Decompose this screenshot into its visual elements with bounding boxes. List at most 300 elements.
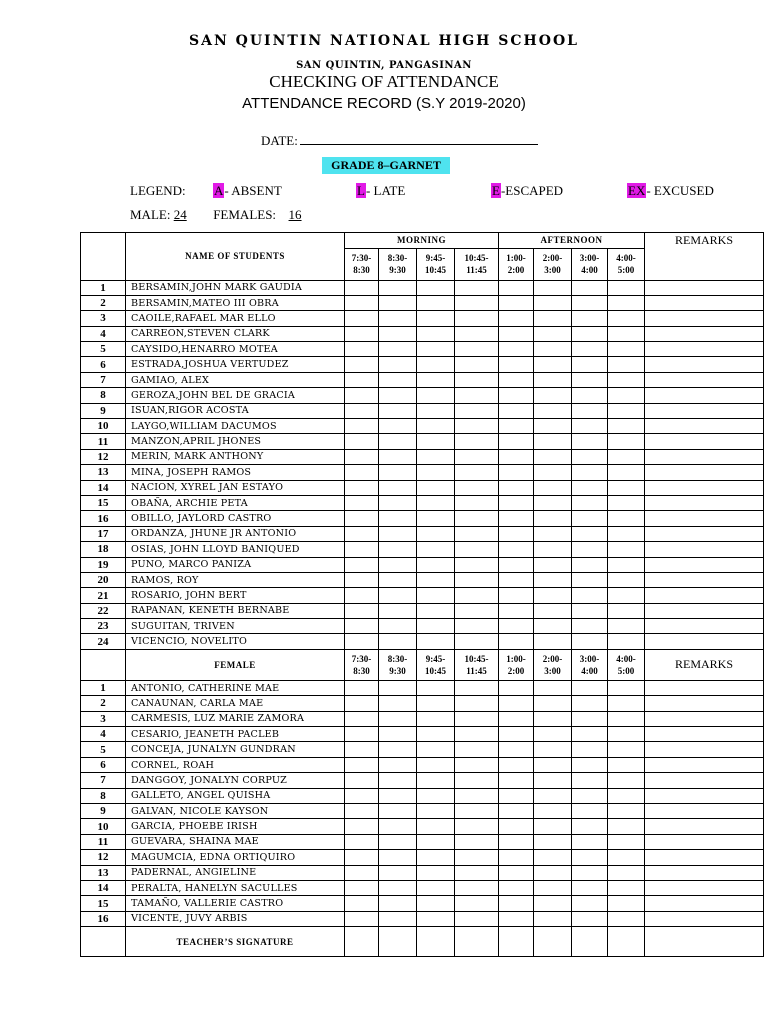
attendance-cell[interactable] [345, 434, 379, 449]
attendance-cell[interactable] [534, 311, 572, 326]
attendance-cell[interactable] [379, 865, 417, 880]
attendance-cell[interactable] [345, 311, 379, 326]
attendance-cell[interactable] [379, 742, 417, 757]
attendance-cell[interactable] [572, 511, 608, 526]
attendance-cell[interactable] [608, 788, 645, 803]
remarks-cell[interactable] [645, 372, 764, 387]
attendance-cell[interactable] [608, 419, 645, 434]
attendance-cell[interactable] [534, 449, 572, 464]
attendance-cell[interactable] [417, 311, 455, 326]
attendance-cell[interactable] [345, 696, 379, 711]
attendance-cell[interactable] [345, 449, 379, 464]
attendance-cell[interactable] [345, 834, 379, 849]
attendance-cell[interactable] [608, 880, 645, 895]
attendance-cell[interactable] [379, 896, 417, 911]
attendance-cell[interactable] [534, 727, 572, 742]
attendance-cell[interactable] [379, 603, 417, 618]
attendance-cell[interactable] [572, 742, 608, 757]
attendance-cell[interactable] [379, 326, 417, 341]
attendance-cell[interactable] [534, 850, 572, 865]
attendance-cell[interactable] [499, 372, 534, 387]
attendance-cell[interactable] [455, 419, 499, 434]
attendance-cell[interactable] [417, 372, 455, 387]
attendance-cell[interactable] [455, 495, 499, 510]
attendance-cell[interactable] [455, 480, 499, 495]
attendance-cell[interactable] [455, 727, 499, 742]
attendance-cell[interactable] [499, 295, 534, 310]
attendance-cell[interactable] [455, 804, 499, 819]
attendance-cell[interactable] [572, 588, 608, 603]
attendance-cell[interactable] [455, 834, 499, 849]
attendance-cell[interactable] [572, 295, 608, 310]
attendance-cell[interactable] [534, 542, 572, 557]
attendance-cell[interactable] [417, 603, 455, 618]
attendance-cell[interactable] [608, 526, 645, 541]
attendance-cell[interactable] [499, 896, 534, 911]
attendance-cell[interactable] [379, 542, 417, 557]
attendance-cell[interactable] [379, 634, 417, 649]
attendance-cell[interactable] [455, 634, 499, 649]
attendance-cell[interactable] [608, 495, 645, 510]
remarks-cell[interactable] [645, 542, 764, 557]
remarks-cell[interactable] [645, 773, 764, 788]
signature-cell[interactable] [645, 927, 764, 957]
attendance-cell[interactable] [534, 403, 572, 418]
attendance-cell[interactable] [379, 480, 417, 495]
attendance-cell[interactable] [534, 465, 572, 480]
attendance-cell[interactable] [345, 495, 379, 510]
attendance-cell[interactable] [534, 495, 572, 510]
attendance-cell[interactable] [455, 465, 499, 480]
attendance-cell[interactable] [455, 773, 499, 788]
remarks-cell[interactable] [645, 434, 764, 449]
attendance-cell[interactable] [499, 804, 534, 819]
attendance-cell[interactable] [417, 357, 455, 372]
attendance-cell[interactable] [572, 342, 608, 357]
remarks-cell[interactable] [645, 588, 764, 603]
attendance-cell[interactable] [499, 311, 534, 326]
attendance-cell[interactable] [379, 511, 417, 526]
attendance-cell[interactable] [345, 711, 379, 726]
attendance-cell[interactable] [455, 326, 499, 341]
remarks-cell[interactable] [645, 711, 764, 726]
attendance-cell[interactable] [345, 403, 379, 418]
attendance-cell[interactable] [417, 480, 455, 495]
attendance-cell[interactable] [534, 788, 572, 803]
attendance-cell[interactable] [499, 495, 534, 510]
attendance-cell[interactable] [417, 757, 455, 772]
attendance-cell[interactable] [608, 804, 645, 819]
attendance-cell[interactable] [572, 280, 608, 295]
attendance-cell[interactable] [534, 911, 572, 926]
attendance-cell[interactable] [572, 326, 608, 341]
attendance-cell[interactable] [499, 342, 534, 357]
attendance-cell[interactable] [608, 572, 645, 587]
attendance-cell[interactable] [417, 572, 455, 587]
attendance-cell[interactable] [608, 865, 645, 880]
attendance-cell[interactable] [572, 465, 608, 480]
remarks-cell[interactable] [645, 727, 764, 742]
attendance-cell[interactable] [499, 280, 534, 295]
attendance-cell[interactable] [534, 572, 572, 587]
attendance-cell[interactable] [417, 542, 455, 557]
attendance-cell[interactable] [345, 603, 379, 618]
attendance-cell[interactable] [417, 434, 455, 449]
attendance-cell[interactable] [417, 911, 455, 926]
attendance-cell[interactable] [417, 834, 455, 849]
attendance-cell[interactable] [608, 603, 645, 618]
attendance-cell[interactable] [345, 896, 379, 911]
attendance-cell[interactable] [608, 403, 645, 418]
attendance-cell[interactable] [608, 711, 645, 726]
attendance-cell[interactable] [572, 850, 608, 865]
attendance-cell[interactable] [455, 542, 499, 557]
attendance-cell[interactable] [572, 680, 608, 695]
attendance-cell[interactable] [499, 465, 534, 480]
attendance-cell[interactable] [417, 680, 455, 695]
attendance-cell[interactable] [455, 388, 499, 403]
remarks-cell[interactable] [645, 911, 764, 926]
attendance-cell[interactable] [417, 634, 455, 649]
attendance-cell[interactable] [499, 696, 534, 711]
attendance-cell[interactable] [534, 342, 572, 357]
attendance-cell[interactable] [608, 773, 645, 788]
attendance-cell[interactable] [534, 434, 572, 449]
remarks-cell[interactable] [645, 311, 764, 326]
attendance-cell[interactable] [534, 419, 572, 434]
attendance-cell[interactable] [572, 788, 608, 803]
remarks-cell[interactable] [645, 680, 764, 695]
attendance-cell[interactable] [417, 742, 455, 757]
signature-cell[interactable] [345, 927, 379, 957]
attendance-cell[interactable] [608, 557, 645, 572]
attendance-cell[interactable] [534, 372, 572, 387]
attendance-cell[interactable] [379, 680, 417, 695]
attendance-cell[interactable] [455, 511, 499, 526]
attendance-cell[interactable] [534, 834, 572, 849]
attendance-cell[interactable] [379, 419, 417, 434]
attendance-cell[interactable] [499, 911, 534, 926]
attendance-cell[interactable] [608, 311, 645, 326]
attendance-cell[interactable] [379, 388, 417, 403]
attendance-cell[interactable] [534, 357, 572, 372]
attendance-cell[interactable] [379, 788, 417, 803]
attendance-cell[interactable] [572, 757, 608, 772]
attendance-cell[interactable] [455, 742, 499, 757]
attendance-cell[interactable] [345, 295, 379, 310]
attendance-cell[interactable] [345, 804, 379, 819]
attendance-cell[interactable] [608, 372, 645, 387]
attendance-cell[interactable] [534, 295, 572, 310]
attendance-cell[interactable] [499, 388, 534, 403]
attendance-cell[interactable] [534, 680, 572, 695]
remarks-cell[interactable] [645, 326, 764, 341]
attendance-cell[interactable] [608, 896, 645, 911]
attendance-cell[interactable] [534, 865, 572, 880]
attendance-cell[interactable] [499, 834, 534, 849]
attendance-cell[interactable] [499, 419, 534, 434]
attendance-cell[interactable] [379, 495, 417, 510]
attendance-cell[interactable] [455, 880, 499, 895]
attendance-cell[interactable] [572, 572, 608, 587]
attendance-cell[interactable] [345, 357, 379, 372]
attendance-cell[interactable] [379, 557, 417, 572]
attendance-cell[interactable] [345, 680, 379, 695]
remarks-cell[interactable] [645, 880, 764, 895]
remarks-cell[interactable] [645, 603, 764, 618]
attendance-cell[interactable] [499, 588, 534, 603]
attendance-cell[interactable] [572, 696, 608, 711]
attendance-cell[interactable] [345, 511, 379, 526]
attendance-cell[interactable] [534, 326, 572, 341]
attendance-cell[interactable] [534, 526, 572, 541]
attendance-cell[interactable] [608, 480, 645, 495]
attendance-cell[interactable] [455, 865, 499, 880]
attendance-cell[interactable] [345, 388, 379, 403]
attendance-cell[interactable] [379, 834, 417, 849]
attendance-cell[interactable] [608, 357, 645, 372]
attendance-cell[interactable] [608, 619, 645, 634]
attendance-cell[interactable] [499, 742, 534, 757]
remarks-cell[interactable] [645, 896, 764, 911]
attendance-cell[interactable] [572, 911, 608, 926]
attendance-cell[interactable] [379, 526, 417, 541]
remarks-cell[interactable] [645, 804, 764, 819]
attendance-cell[interactable] [608, 588, 645, 603]
attendance-cell[interactable] [455, 757, 499, 772]
attendance-cell[interactable] [608, 449, 645, 464]
attendance-cell[interactable] [572, 834, 608, 849]
attendance-cell[interactable] [379, 342, 417, 357]
attendance-cell[interactable] [534, 511, 572, 526]
attendance-cell[interactable] [534, 773, 572, 788]
attendance-cell[interactable] [379, 911, 417, 926]
signature-cell[interactable] [379, 927, 417, 957]
remarks-cell[interactable] [645, 403, 764, 418]
attendance-cell[interactable] [455, 572, 499, 587]
attendance-cell[interactable] [345, 757, 379, 772]
attendance-cell[interactable] [417, 526, 455, 541]
attendance-cell[interactable] [379, 711, 417, 726]
attendance-cell[interactable] [455, 357, 499, 372]
attendance-cell[interactable] [534, 757, 572, 772]
attendance-cell[interactable] [417, 727, 455, 742]
attendance-cell[interactable] [534, 634, 572, 649]
attendance-cell[interactable] [608, 511, 645, 526]
attendance-cell[interactable] [417, 896, 455, 911]
attendance-cell[interactable] [572, 311, 608, 326]
remarks-cell[interactable] [645, 742, 764, 757]
attendance-cell[interactable] [455, 449, 499, 464]
signature-cell[interactable] [608, 927, 645, 957]
attendance-cell[interactable] [417, 388, 455, 403]
attendance-cell[interactable] [572, 727, 608, 742]
attendance-cell[interactable] [379, 280, 417, 295]
attendance-cell[interactable] [345, 773, 379, 788]
remarks-cell[interactable] [645, 834, 764, 849]
attendance-cell[interactable] [499, 449, 534, 464]
attendance-cell[interactable] [455, 280, 499, 295]
remarks-cell[interactable] [645, 788, 764, 803]
attendance-cell[interactable] [499, 727, 534, 742]
attendance-cell[interactable] [379, 465, 417, 480]
attendance-cell[interactable] [499, 634, 534, 649]
attendance-cell[interactable] [499, 680, 534, 695]
attendance-cell[interactable] [534, 804, 572, 819]
attendance-cell[interactable] [534, 896, 572, 911]
attendance-cell[interactable] [572, 819, 608, 834]
date-blank[interactable] [300, 133, 538, 145]
attendance-cell[interactable] [608, 680, 645, 695]
attendance-cell[interactable] [417, 696, 455, 711]
attendance-cell[interactable] [572, 495, 608, 510]
attendance-cell[interactable] [345, 880, 379, 895]
attendance-cell[interactable] [572, 388, 608, 403]
signature-cell[interactable] [572, 927, 608, 957]
attendance-cell[interactable] [417, 449, 455, 464]
remarks-cell[interactable] [645, 357, 764, 372]
remarks-cell[interactable] [645, 634, 764, 649]
attendance-cell[interactable] [417, 588, 455, 603]
attendance-cell[interactable] [345, 419, 379, 434]
attendance-cell[interactable] [455, 403, 499, 418]
attendance-cell[interactable] [455, 850, 499, 865]
signature-cell[interactable] [417, 927, 455, 957]
remarks-cell[interactable] [645, 865, 764, 880]
attendance-cell[interactable] [345, 727, 379, 742]
attendance-cell[interactable] [608, 295, 645, 310]
attendance-cell[interactable] [417, 804, 455, 819]
attendance-cell[interactable] [345, 326, 379, 341]
attendance-cell[interactable] [455, 342, 499, 357]
attendance-cell[interactable] [455, 788, 499, 803]
attendance-cell[interactable] [417, 326, 455, 341]
attendance-cell[interactable] [417, 865, 455, 880]
attendance-cell[interactable] [345, 572, 379, 587]
attendance-cell[interactable] [455, 819, 499, 834]
attendance-cell[interactable] [417, 295, 455, 310]
attendance-cell[interactable] [608, 742, 645, 757]
attendance-cell[interactable] [345, 850, 379, 865]
remarks-cell[interactable] [645, 342, 764, 357]
attendance-cell[interactable] [608, 911, 645, 926]
attendance-cell[interactable] [499, 326, 534, 341]
attendance-cell[interactable] [572, 526, 608, 541]
attendance-cell[interactable] [417, 495, 455, 510]
attendance-cell[interactable] [379, 372, 417, 387]
attendance-cell[interactable] [345, 819, 379, 834]
attendance-cell[interactable] [379, 727, 417, 742]
attendance-cell[interactable] [608, 727, 645, 742]
attendance-cell[interactable] [345, 372, 379, 387]
attendance-cell[interactable] [572, 480, 608, 495]
remarks-cell[interactable] [645, 295, 764, 310]
attendance-cell[interactable] [499, 711, 534, 726]
attendance-cell[interactable] [608, 757, 645, 772]
attendance-cell[interactable] [455, 680, 499, 695]
attendance-cell[interactable] [572, 865, 608, 880]
attendance-cell[interactable] [534, 480, 572, 495]
remarks-cell[interactable] [645, 280, 764, 295]
attendance-cell[interactable] [417, 788, 455, 803]
remarks-cell[interactable] [645, 388, 764, 403]
attendance-cell[interactable] [455, 619, 499, 634]
attendance-cell[interactable] [499, 880, 534, 895]
attendance-cell[interactable] [534, 588, 572, 603]
attendance-cell[interactable] [534, 880, 572, 895]
remarks-cell[interactable] [645, 480, 764, 495]
remarks-cell[interactable] [645, 465, 764, 480]
attendance-cell[interactable] [455, 896, 499, 911]
attendance-cell[interactable] [379, 357, 417, 372]
attendance-cell[interactable] [608, 326, 645, 341]
attendance-cell[interactable] [417, 342, 455, 357]
attendance-cell[interactable] [379, 619, 417, 634]
attendance-cell[interactable] [379, 773, 417, 788]
signature-cell[interactable] [534, 927, 572, 957]
attendance-cell[interactable] [608, 542, 645, 557]
attendance-cell[interactable] [417, 403, 455, 418]
attendance-cell[interactable] [345, 588, 379, 603]
attendance-cell[interactable] [379, 880, 417, 895]
attendance-cell[interactable] [534, 711, 572, 726]
attendance-cell[interactable] [499, 788, 534, 803]
attendance-cell[interactable] [499, 557, 534, 572]
remarks-cell[interactable] [645, 819, 764, 834]
attendance-cell[interactable] [379, 311, 417, 326]
attendance-cell[interactable] [455, 295, 499, 310]
attendance-cell[interactable] [417, 711, 455, 726]
attendance-cell[interactable] [534, 557, 572, 572]
attendance-cell[interactable] [379, 696, 417, 711]
attendance-cell[interactable] [499, 542, 534, 557]
attendance-cell[interactable] [417, 557, 455, 572]
attendance-cell[interactable] [572, 634, 608, 649]
attendance-cell[interactable] [379, 804, 417, 819]
attendance-cell[interactable] [499, 865, 534, 880]
attendance-cell[interactable] [534, 819, 572, 834]
attendance-cell[interactable] [608, 280, 645, 295]
attendance-cell[interactable] [572, 434, 608, 449]
attendance-cell[interactable] [417, 819, 455, 834]
attendance-cell[interactable] [499, 357, 534, 372]
attendance-cell[interactable] [345, 542, 379, 557]
attendance-cell[interactable] [534, 742, 572, 757]
attendance-cell[interactable] [455, 696, 499, 711]
attendance-cell[interactable] [379, 819, 417, 834]
attendance-cell[interactable] [417, 511, 455, 526]
attendance-cell[interactable] [499, 773, 534, 788]
attendance-cell[interactable] [345, 911, 379, 926]
attendance-cell[interactable] [455, 588, 499, 603]
signature-cell[interactable] [499, 927, 534, 957]
attendance-cell[interactable] [455, 434, 499, 449]
remarks-cell[interactable] [645, 495, 764, 510]
attendance-cell[interactable] [455, 711, 499, 726]
attendance-cell[interactable] [499, 819, 534, 834]
attendance-cell[interactable] [534, 696, 572, 711]
attendance-cell[interactable] [417, 619, 455, 634]
attendance-cell[interactable] [499, 511, 534, 526]
attendance-cell[interactable] [345, 526, 379, 541]
attendance-cell[interactable] [608, 696, 645, 711]
attendance-cell[interactable] [534, 280, 572, 295]
remarks-cell[interactable] [645, 757, 764, 772]
attendance-cell[interactable] [608, 342, 645, 357]
attendance-cell[interactable] [345, 634, 379, 649]
remarks-cell[interactable] [645, 619, 764, 634]
attendance-cell[interactable] [417, 465, 455, 480]
